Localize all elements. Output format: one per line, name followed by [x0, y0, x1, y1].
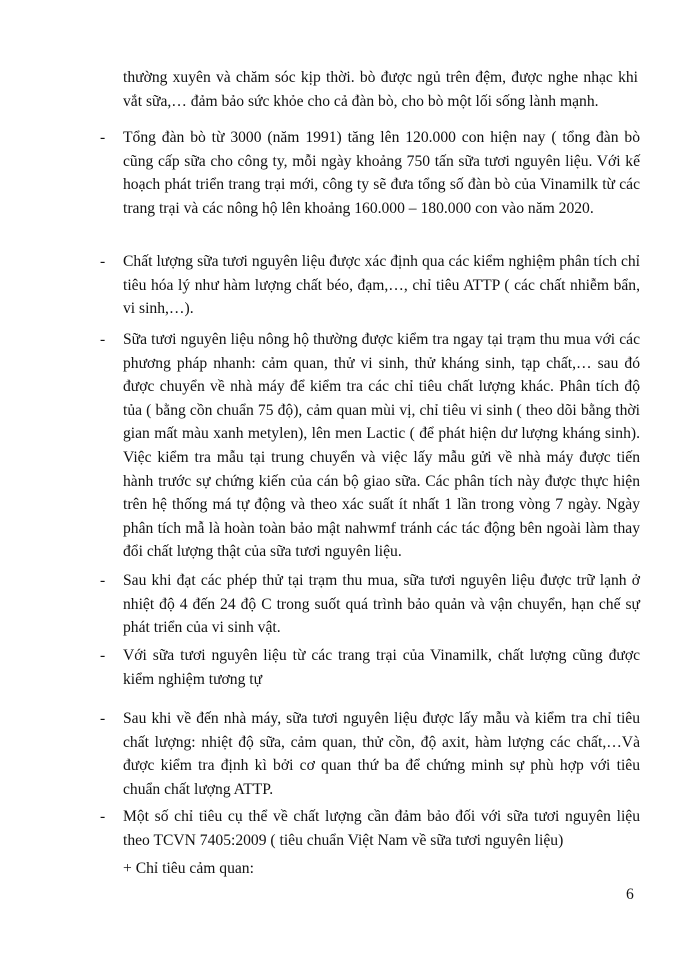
bullet-item [100, 569, 640, 640]
bullet-item [100, 126, 640, 220]
bullet-text: Sữa tươi nguyên liệu nông hộ thường được kiểm tra ngay tại trạm thu mua với các phương pháp nhanh: cảm quan, thử vi sinh, thử kháng sinh, tạp chất,… sau đó được chuyển về nhà máy để kiểm tra các chỉ tiêu chất lượng khác. Phân tích độ tủa ( bằng cồn chuẩn 75 độ), cảm quan mùi vị, chỉ tiêu vi sinh ( theo dõi bằng thời gian mất màu xanh metylen), lên men Lactic ( để phát hiện dư lượng kháng sinh). Việc kiểm tra mẫu tại trung chuyển và việc lấy mẫu gửi về nhà máy được tiến hành trước sự chứng kiến của cán bộ giao sữa. Các phân tích này được thực hiện trên hệ thống má tự động và theo xác suất ít nhất 1 lần trong vòng 7 ngày. Ngày phân tích mẫ là hoàn toàn bảo mật nahwmf tránh các tác động bên ngoài làm thay đổi chất lượng thật của sữa tươi nguyên liệu. [123, 331, 640, 561]
bullet-dash: - [100, 710, 106, 727]
bullet-dash: - [100, 129, 106, 146]
bullet-item [100, 707, 640, 801]
bullet-text: Tổng đàn bò từ 3000 (năm 1991) tăng lên 120.000 con hiện nay ( tổng đàn bò cũng cấp sữa cho công ty, mỗi ngày khoảng 750 tấn sữa tươi nguyên liệu. Với kế hoạch phát triển trang trại mới, công ty sẽ đưa tổng số đàn bò của Vinamilk từ các trang trại và các nông hộ lên khoảng 160.000 – 180.000 con vào năm 2020. [123, 129, 640, 217]
bullet-text: Với sữa tươi nguyên liệu từ các trang trại của Vinamilk, chất lượng cũng được kiểm nghiệm tương tự [123, 647, 640, 688]
subheading: + Chỉ tiêu cảm quan: [123, 860, 254, 877]
bullet-text: Một số chỉ tiêu cụ thể về chất lượng cần đảm bảo đối với sữa tươi nguyên liệu theo TCVN 7405:2009 ( tiêu chuẩn Việt Nam về sữa tươi nguyên liệu) [123, 808, 640, 849]
intro-paragraph: thường xuyên và chăm sóc kịp thời. bò được ngủ trên đệm, được nghe nhạc khi vắt sữa,… đảm bảo sức khỏe cho cả đàn bò, cho bò một lối sống lành mạnh. [123, 69, 638, 110]
bullet-dash: - [100, 253, 106, 270]
bullet-dash: - [100, 647, 106, 664]
bullet-item [100, 250, 640, 321]
bullet-item [100, 328, 640, 564]
bullet-item [100, 644, 640, 691]
bullet-text: Chất lượng sữa tươi nguyên liệu được xác định qua các kiểm nghiệm phân tích chỉ tiêu hóa lý như hàm lượng chất béo, đạm,…, chỉ tiêu ATTP ( các chất nhiễm bẩn, vi sinh,…). [123, 253, 640, 318]
bullet-dash: - [100, 331, 106, 348]
bullet-text: Sau khi đạt các phép thử tại trạm thu mua, sữa tươi nguyên liệu được trữ lạnh ở nhiệt độ 4 đến 24 độ C trong suốt quá trình bảo quản và vận chuyển, hạn chế sự phát triển của vi sinh vật. [123, 572, 640, 637]
bullet-dash: - [100, 808, 106, 825]
bullet-text: Sau khi về đến nhà máy, sữa tươi nguyên liệu được lấy mẫu và kiểm tra chỉ tiêu chất lượng: nhiệt độ sữa, cảm quan, thử cồn, độ axit, hàm lượng các chất,…Và được kiểm tra định kì bởi cơ quan thứ ba để chứng minh sự phù hợp với tiêu chuẩn chất lượng ATTP. [123, 710, 640, 798]
page-number: 6 [626, 886, 634, 903]
bullet-dash: - [100, 572, 106, 589]
bullet-item [100, 805, 640, 852]
